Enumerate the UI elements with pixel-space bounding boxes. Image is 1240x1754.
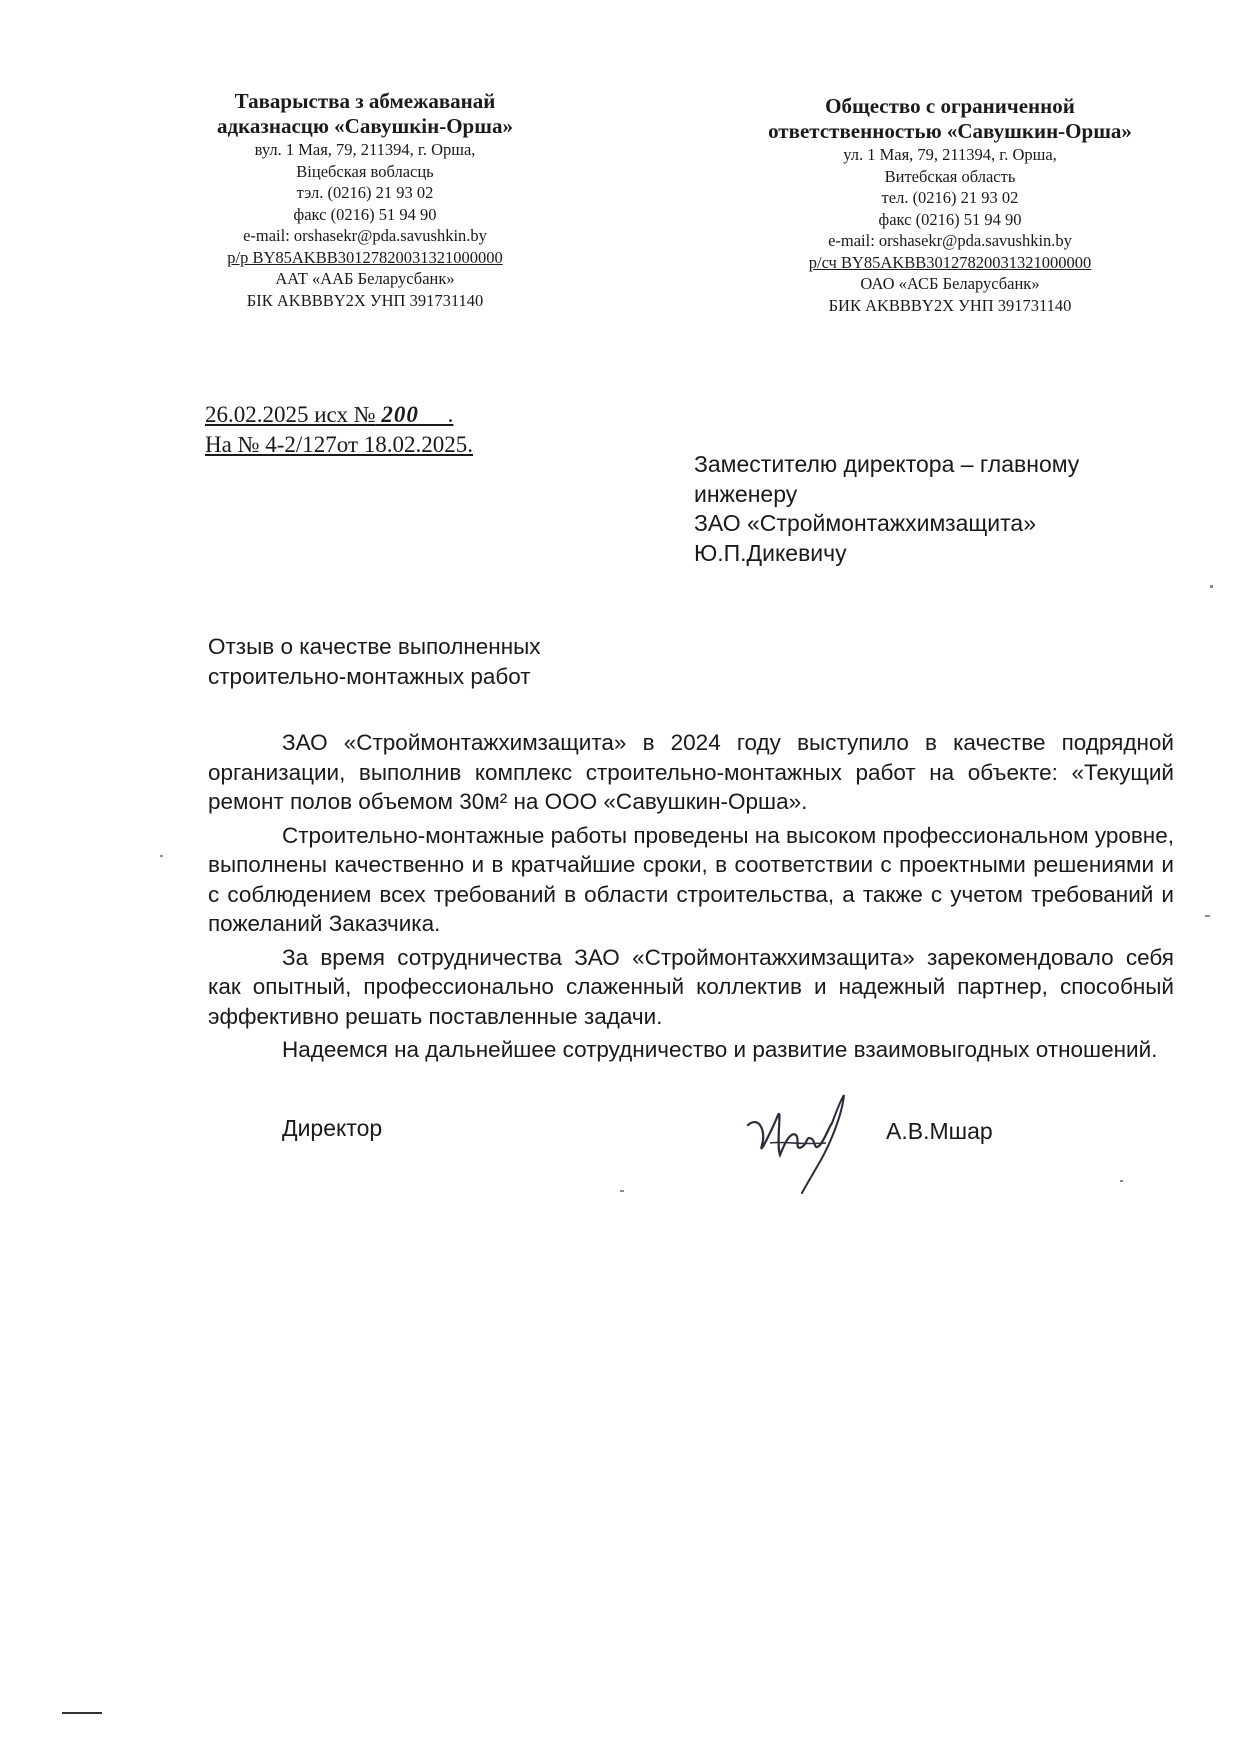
company-phone: тел. (0216) 21 93 02 [881, 188, 1019, 207]
company-phone: тэл. (0216) 21 93 02 [296, 183, 434, 202]
company-fax: факс (0216) 51 94 90 [293, 204, 437, 224]
body-paragraph: За время сотрудничества ЗАО «Строймонтажхимзащита» зарекомендовало себя как опытный, профессионально слаженный коллектив и надежный партнер, способный эффективно решать поставленные задачи. [208, 944, 1174, 1029]
company-bank: ОАО «АСБ Беларусбанк» [860, 274, 1040, 293]
subject-line: Отзыв о качестве выполненных [208, 634, 541, 659]
signer-title: Директор [282, 1115, 383, 1141]
company-bank: ААТ «ААБ Беларусбанк» [275, 269, 455, 288]
body-paragraph: Надеемся на дальнейшее сотрудничество и развитие взаимовыгодных отношений. [282, 1037, 1158, 1062]
scan-speck [620, 1190, 624, 1192]
letter-body [208, 728, 1174, 1069]
scan-speck [1210, 585, 1213, 588]
company-name-line2: ответственностью «Савушкин-Орша» [768, 119, 1132, 143]
company-address: вул. 1 Мая, 79, 211394, г. Орша, [254, 140, 476, 159]
company-name-line2: адказнасцю «Савушкін-Орша» [217, 114, 513, 138]
company-address: ул. 1 Мая, 79, 211394, г. Орша, [843, 145, 1057, 164]
company-codes: БИК AKBBBY2X УНП 391731140 [828, 295, 1072, 315]
company-email: e-mail: orshasekr@pda.savushkin.by [243, 226, 487, 245]
subject-line: строительно-монтажных работ [208, 664, 531, 689]
outgoing-reference: 26.02.2025 исх № 200 . [205, 402, 454, 427]
addressee-line: инженеру [694, 480, 798, 507]
footer-mark [62, 1712, 102, 1714]
body-paragraph: Строительно-монтажные работы проведены на высоком профессиональном уровне, выполнены качественно и в кратчайшие сроки, в соответствии с проектными решениями и с соблюдением всех требований в области строительства, а также с учетом требований и пожеланий Заказчика. [208, 822, 1174, 936]
letterhead-russian [720, 94, 1180, 316]
company-name-line1: Общество с ограниченной [825, 94, 1075, 118]
company-name-line1: Таварыства з абмежаванай [234, 89, 496, 113]
outgoing-prefix: 26.02.2025 исх № [205, 402, 376, 427]
scan-speck [160, 855, 163, 857]
outgoing-number: 200 [381, 402, 419, 427]
company-fax: факс (0216) 51 94 90 [878, 209, 1022, 229]
incoming-reference: На № 4-2/127от 18.02.2025. [205, 432, 474, 457]
scan-speck [1120, 1180, 1123, 1182]
handwritten-signature [740, 1085, 860, 1200]
company-region: Витебская область [884, 166, 1016, 186]
addressee-block [694, 450, 1079, 568]
addressee-line: Заместителю директора – главному [694, 451, 1080, 477]
company-email: e-mail: orshasekr@pda.savushkin.by [828, 231, 1072, 250]
letterhead-belarusian [115, 89, 615, 311]
signer-name: А.В.Мшар [886, 1118, 993, 1144]
subject-block [208, 632, 541, 692]
addressee-line: Ю.П.Дикевичу [694, 539, 847, 566]
body-paragraph: ЗАО «Строймонтажхимзащита» в 2024 году выступило в качестве подрядной организации, выполнив комплекс строительно-монтажных работ на объекте: «Текущий ремонт полов объемом 30м² на ООО «Савушкин-Орша». [208, 730, 1174, 814]
company-account: р/сч BY85AKBB30127820031321000000 [808, 252, 1092, 272]
company-codes: БІК AKBBBY2X УНП 391731140 [246, 290, 484, 310]
reference-block [205, 400, 473, 460]
company-account: р/р BY85AKBB30127820031321000000 [227, 247, 503, 267]
scan-speck [1205, 915, 1210, 917]
company-region: Віцебская вобласць [296, 161, 434, 181]
addressee-line: ЗАО «Строймонтажхимзащита» [694, 510, 1037, 536]
